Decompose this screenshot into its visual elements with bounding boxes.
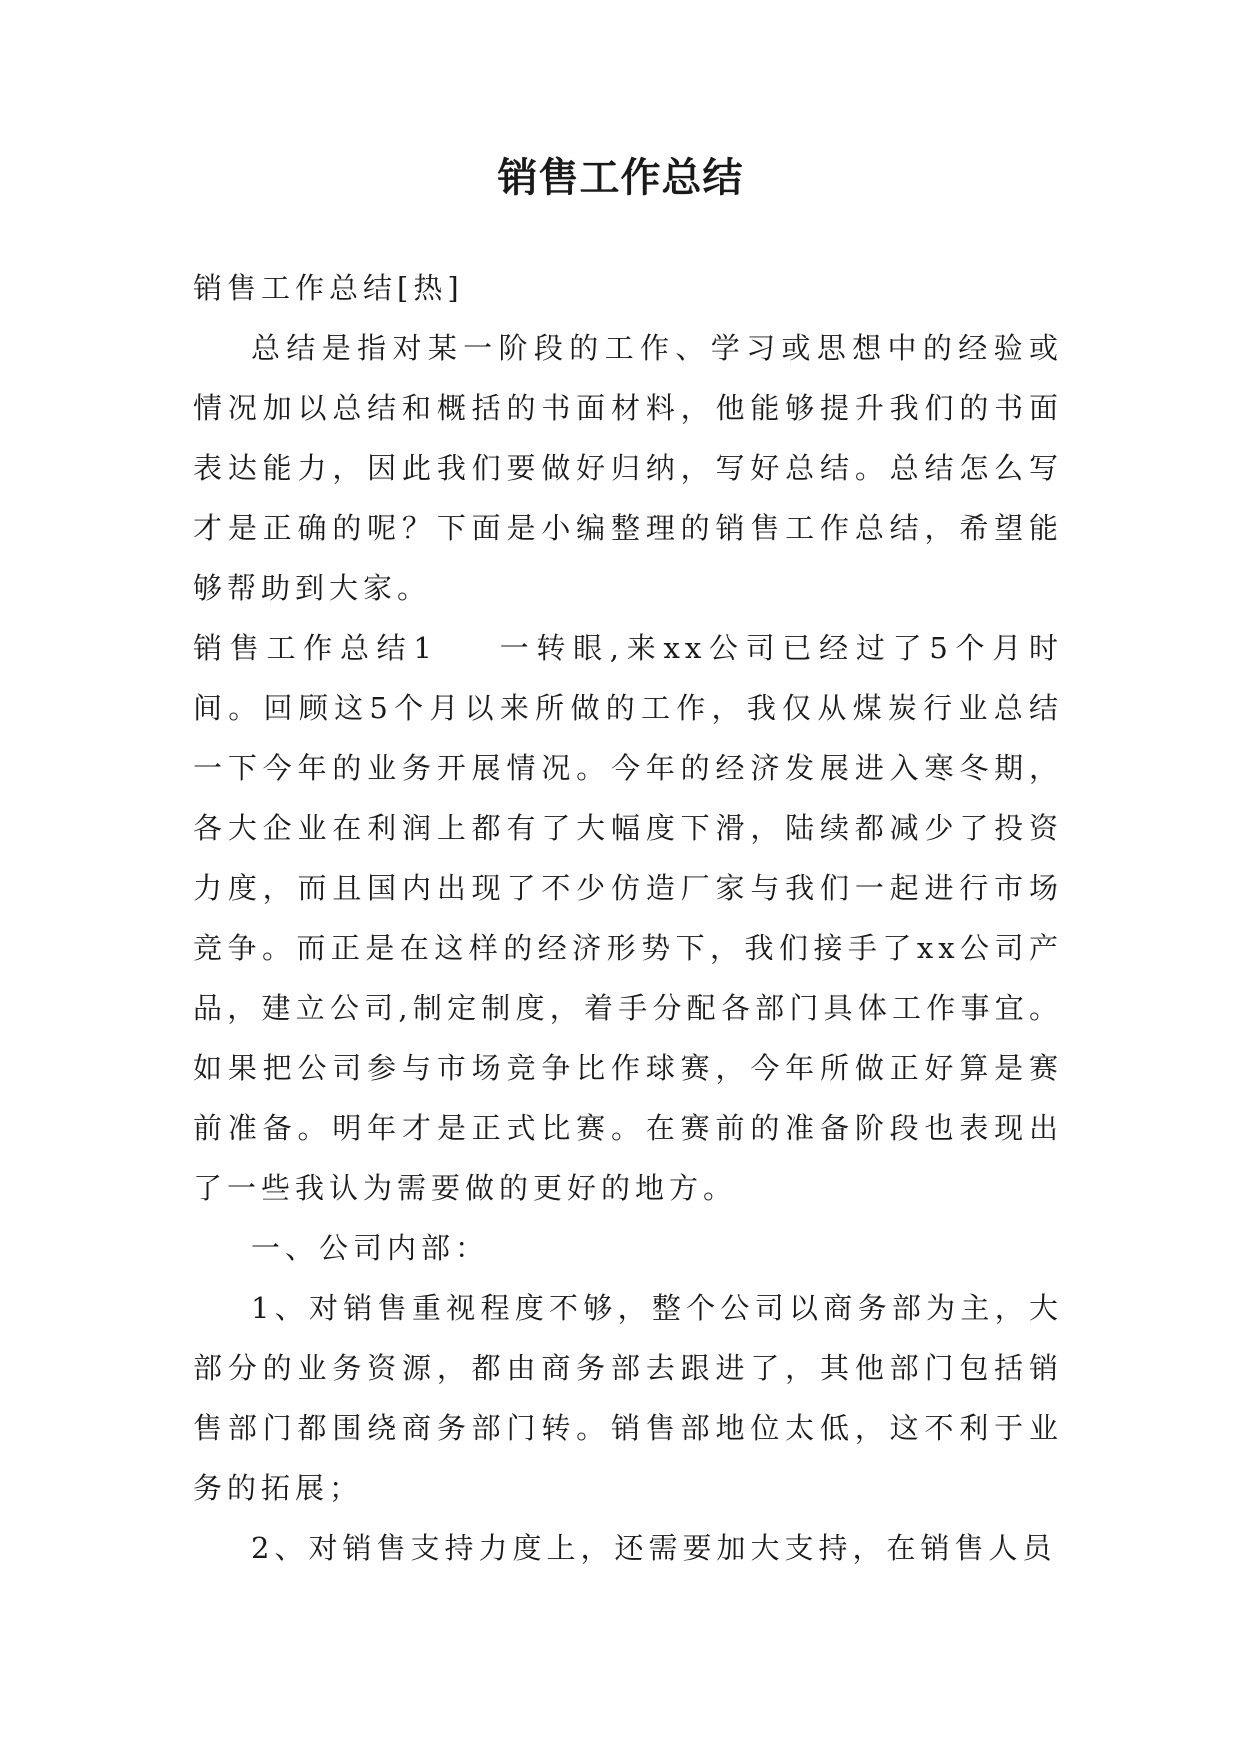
document-subtitle: 销售工作总结[热]	[193, 271, 464, 305]
list-item-1: 1、对销售重视程度不够，整个公司以商务部为主，大部分的业务资源，都由商务部去跟进了，其他部门包括销售部门都围绕商务部门转。销售部地位太低，这不利于业务的拓展；	[193, 1291, 1063, 1505]
document-title: 销售工作总结	[497, 154, 744, 201]
list-item-2: 2、对销售支持力度上，还需要加大支持，在销售人员	[251, 1531, 1057, 1565]
section-1-heading: 销售工作总结1	[193, 631, 437, 665]
part-1-heading: 一、公司内部：	[251, 1231, 490, 1265]
section-1-text: 一转眼,来xx公司已经过了5个月时间。回顾这5个月以来所做的工作，我仅从煤炭行业总结一下今年的业务开展情况。今年的经济发展进入寒冬期，各大企业在利润上都有了大幅度下滑，陆续都减少了投资力度，而且国内出现了不少仿造厂家与我们一起进行市场竞争。而正是在这样的经济形势下，我们接手了xx公司产品，建立公司,制定制度，着手分配各部门具体工作事宜。如果把公司参与市场竞争比作球赛，今年所做正好算是赛前准备。明年才是正式比赛。在赛前的准备阶段也表现出了一些我认为需要做的更好的地方。	[193, 631, 1063, 1205]
document-body	[193, 258, 1063, 1578]
intro-paragraph: 总结是指对某一阶段的工作、学习或思想中的经验或情况加以总结和概括的书面材料，他能够提升我们的书面表达能力，因此我们要做好归纳，写好总结。总结怎么写才是正确的呢？下面是小编整理的销售工作总结，希望能够帮助到大家。	[193, 331, 1063, 605]
section-1-paragraph	[193, 618, 1063, 1218]
